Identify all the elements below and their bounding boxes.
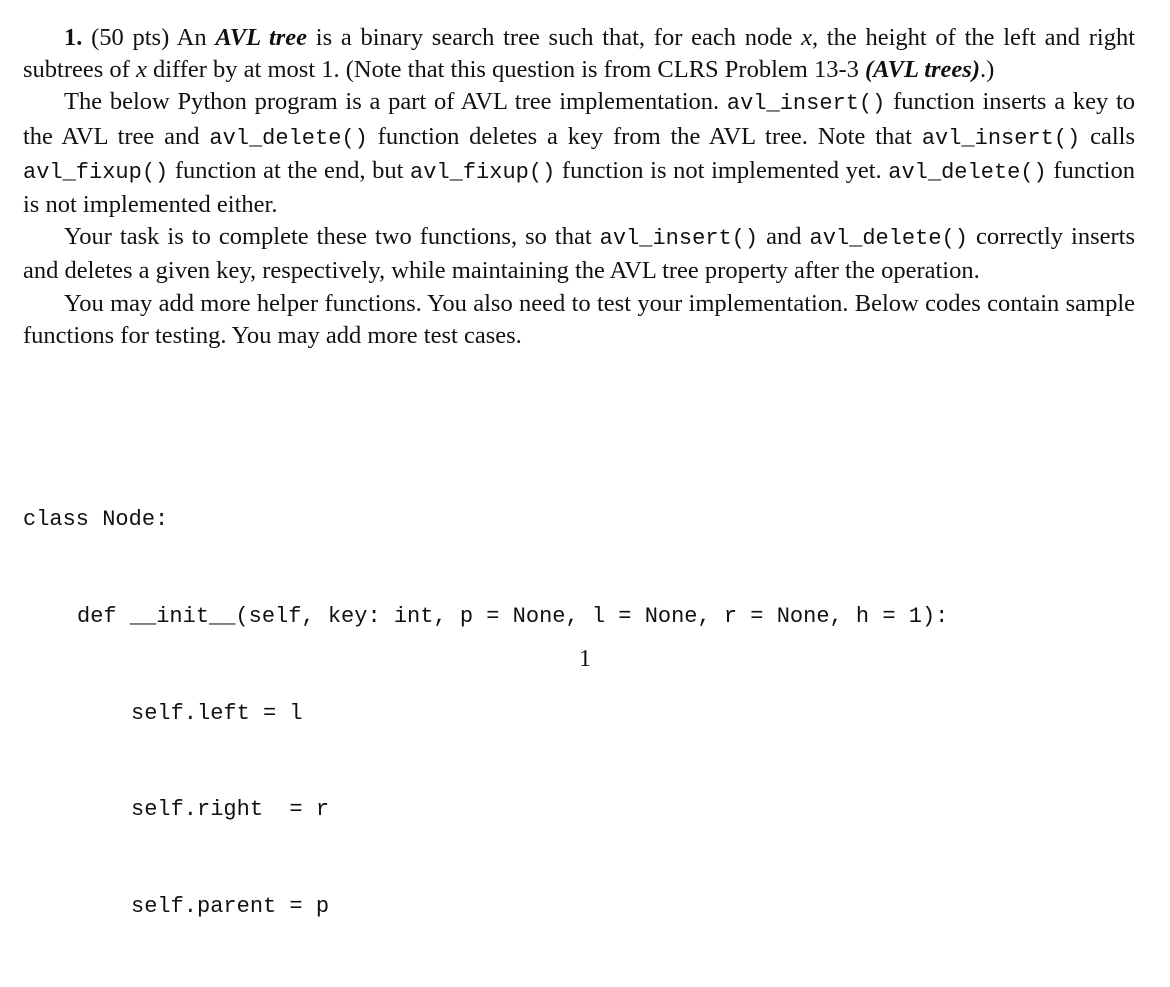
paragraph-text: Your task is to complete these two functions, so that <box>64 223 600 251</box>
paragraph-text: function is not implemented either. <box>23 156 1135 219</box>
paragraph-text: function inserts a key to the AVL tree and <box>23 88 1136 150</box>
paragraph-text: function deletes a key from the AVL tree. Note that <box>367 122 922 150</box>
inline-code-avl-delete: avl_delete() <box>209 125 368 151</box>
paragraph-text: You may add more helper functions. You also need to test your implementation. Below codes contain sample functions for testing. You may add more test cases. <box>23 289 1135 349</box>
inline-code-avl-insert: avl_insert() <box>726 91 886 117</box>
paragraph-text: and <box>758 223 810 251</box>
code-line: def __init__(self, key: int, p = None, l = None, r = None, h = 1): <box>77 604 949 629</box>
math-var-x: x <box>135 56 147 84</box>
problem-paragraph-intro <box>23 22 1135 86</box>
inline-code-avl-delete: avl_delete() <box>888 159 1047 185</box>
problem-paragraph-testing <box>23 288 1135 352</box>
problem-number: 1. <box>64 24 83 51</box>
inline-code-avl-fixup: avl_fixup() <box>410 159 556 185</box>
avl-tree-term: AVL tree <box>215 24 308 51</box>
page-number: 1 <box>579 646 591 672</box>
inline-code-avl-insert: avl_insert() <box>599 226 759 252</box>
code-block <box>23 440 948 987</box>
paragraph-text: function is not implemented yet. <box>555 156 889 184</box>
intro-text: .) <box>979 56 995 84</box>
clrs-reference: (AVL trees) <box>864 56 980 84</box>
code-line: class Node: <box>23 507 169 533</box>
math-var-x: x <box>801 24 812 51</box>
code-line: self.left = l <box>131 700 303 726</box>
code-line: self.right = r <box>131 797 330 823</box>
paragraph-text: correctly inserts and deletes a given key, respectively, while maintaining the AVL tree property after the operation. <box>23 223 1136 285</box>
paragraph-text: calls <box>1080 122 1136 150</box>
intro-text: is a binary search tree such that, for each node <box>307 24 802 51</box>
problem-statement <box>23 22 1135 352</box>
paragraph-text: The below Python program is a part of AVL tree implementation. <box>64 88 727 116</box>
inline-code-avl-fixup: avl_fixup() <box>23 159 169 185</box>
intro-text: (50 pts) An <box>82 24 216 51</box>
problem-paragraph-implementation <box>23 86 1135 221</box>
intro-text: , the height of the left and right subtrees of <box>23 24 1136 84</box>
problem-paragraph-task <box>23 221 1135 287</box>
paragraph-text: function at the end, but <box>168 156 411 184</box>
intro-text: differ by at most 1. (Note that this question is from CLRS Problem 13-3 <box>146 56 865 84</box>
code-line: self.parent = p <box>131 893 330 919</box>
inline-code-avl-delete: avl_delete() <box>809 226 968 252</box>
inline-code-avl-insert: avl_insert() <box>921 125 1081 151</box>
